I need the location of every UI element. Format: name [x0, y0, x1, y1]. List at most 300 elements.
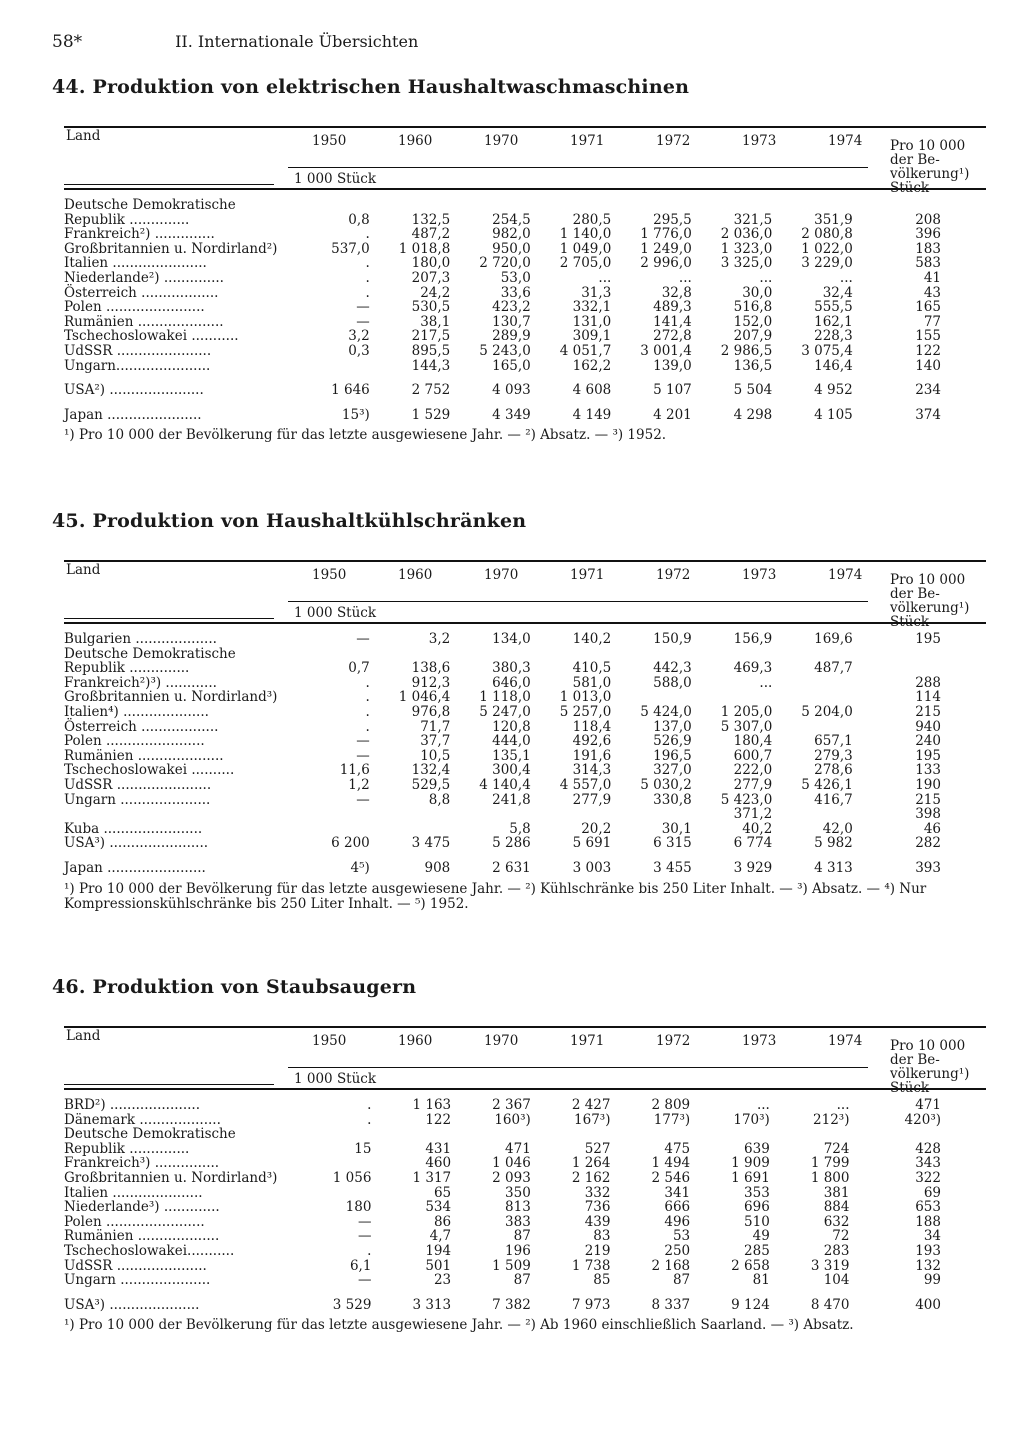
value-cell: 2 168 [651, 1257, 691, 1274]
value-cell: 381 [823, 1184, 850, 1201]
value-cell: 321,5 [733, 211, 773, 228]
column-header-year: 1960 [398, 133, 433, 149]
value-cell: 135,1 [492, 747, 531, 764]
value-cell [451, 1127, 531, 1142]
value-cell: 5 504 [733, 382, 773, 399]
value-cell: 6,1 [349, 1257, 372, 1274]
country-cell: Tschechoslowakei ........... [64, 328, 239, 345]
value-cell [292, 1127, 372, 1142]
table-row [64, 300, 987, 315]
table-row [64, 749, 987, 764]
value-cell: 4⁵) [350, 859, 370, 876]
column-header-year: 1971 [570, 567, 605, 583]
value-cell: — [356, 747, 370, 764]
value-cell: 37,7 [420, 733, 451, 750]
value-cell: 0,3 [348, 342, 370, 359]
value-cell: 439 [584, 1213, 611, 1230]
value-cell: 724 [823, 1140, 850, 1157]
value-cell: 160³) [494, 1111, 531, 1128]
per-capita-cell: 195 [915, 631, 941, 647]
value-cell: 283 [823, 1242, 850, 1259]
table-row [64, 1186, 987, 1201]
value-cell: 5 424,0 [640, 703, 692, 720]
country-cell: Republik .............. [64, 211, 190, 228]
value-cell: 501 [425, 1257, 452, 1274]
value-cell [291, 807, 369, 822]
value-cell: 219 [584, 1242, 611, 1259]
country-cell: Großbritannien u. Nordirland³) [64, 689, 278, 706]
value-cell: . [365, 255, 370, 272]
per-capita-cell: 41 [923, 269, 941, 286]
country-cell: Großbritannien u. Nordirland³) [64, 1169, 278, 1186]
value-cell: 309,1 [572, 328, 612, 345]
value-cell: 38,1 [420, 313, 451, 330]
value-cell: 87 [672, 1272, 691, 1289]
value-cell: 162,1 [814, 313, 853, 330]
value-cell: 134,0 [492, 631, 531, 647]
per-capita-cell: 43 [923, 284, 941, 301]
value-cell [370, 807, 451, 822]
value-cell: 736 [584, 1199, 611, 1216]
table-row [64, 1142, 987, 1157]
value-cell: . [365, 674, 370, 691]
value-cell: . [365, 269, 370, 286]
value-cell [692, 690, 773, 705]
value-cell: 5,8 [509, 820, 531, 837]
column-header-year: 1972 [656, 567, 691, 583]
table-row [64, 1273, 987, 1288]
value-cell: 487,2 [411, 226, 451, 243]
column-header-pro: der Be- [890, 152, 940, 168]
column-header-year: 1970 [484, 1033, 519, 1049]
value-cell: 1 264 [571, 1155, 611, 1172]
value-cell: 516,8 [733, 299, 773, 316]
table-row [64, 1156, 987, 1171]
per-capita-cell: 69 [923, 1184, 941, 1201]
country-cell: Österreich .................. [64, 284, 219, 301]
per-capita-cell: 234 [915, 382, 941, 399]
value-cell: 530,5 [411, 299, 451, 316]
country-cell: Polen ....................... [64, 299, 205, 316]
column-header-pro: Stück [890, 614, 930, 630]
value-cell: 6 315 [653, 835, 692, 852]
value-cell: 32,4 [822, 284, 853, 301]
column-header-year: 1950 [312, 133, 347, 149]
value-cell: 5 204,0 [801, 703, 853, 720]
table-row [64, 1113, 987, 1128]
value-cell: 444,0 [492, 733, 531, 750]
table-row [64, 227, 987, 242]
value-cell: 120,8 [492, 718, 531, 735]
value-cell: 469,3 [733, 660, 773, 677]
value-cell: 1 799 [810, 1155, 850, 1172]
country-cell: USA²) ...................... [64, 382, 204, 399]
value-cell [371, 1127, 451, 1142]
column-header-land: Land [66, 1028, 101, 1044]
value-cell: 471 [505, 1140, 531, 1157]
section-44 [52, 76, 987, 443]
value-cell: 118,4 [572, 718, 612, 735]
page-header [52, 32, 418, 52]
value-cell: 2 752 [411, 382, 451, 399]
value-cell: 884 [823, 1199, 850, 1216]
country-cell: Tschechoslowakei........... [64, 1242, 235, 1259]
column-header-year: 1970 [484, 567, 519, 583]
value-cell: 5 257,0 [559, 703, 612, 720]
value-cell: 150,9 [653, 631, 692, 647]
land-rule [64, 184, 274, 185]
value-cell: 207,9 [733, 328, 773, 345]
value-cell: 53,0 [500, 269, 531, 286]
value-cell: 278,6 [814, 762, 853, 779]
table-row [64, 213, 987, 228]
value-cell: 4 105 [814, 406, 853, 423]
table-row [64, 242, 987, 257]
per-capita-cell: 122 [915, 342, 941, 359]
country-cell: Italien⁴) .................... [64, 703, 209, 720]
country-cell: Polen ....................... [64, 1213, 205, 1230]
per-capita-cell: 583 [915, 255, 941, 272]
footnote: ¹) Pro 10 000 der Bevölkerung für das letzte ausgewiesene Jahr. — ²) Kühlschränke bis 250 Liter Inhalt. — ³) Absatz. — ⁴) Nur [64, 881, 927, 897]
per-capita-cell: 208 [915, 211, 941, 228]
value-cell: 332,1 [572, 299, 612, 316]
value-cell: 3 003 [572, 859, 612, 876]
value-cell: 5 243,0 [479, 342, 531, 359]
column-header-pro: Pro 10 000 [890, 1038, 966, 1054]
country-cell: UdSSR ...................... [64, 342, 212, 359]
value-cell: 295,5 [653, 211, 692, 228]
table-row [64, 359, 987, 374]
value-cell [370, 647, 451, 662]
value-cell: ... [598, 269, 612, 286]
value-cell [772, 720, 853, 735]
table-row [64, 836, 987, 851]
value-cell: . [367, 1097, 372, 1113]
value-cell: 196 [505, 1242, 531, 1259]
value-cell: 1 738 [571, 1257, 611, 1274]
value-cell: 2 080,8 [801, 226, 853, 243]
table-top-rule [64, 126, 986, 128]
per-capita-cell [853, 647, 987, 662]
value-cell: 228,3 [814, 328, 853, 345]
value-cell: 1 118,0 [479, 689, 531, 706]
value-cell: 976,8 [411, 703, 451, 720]
value-cell: 1 509 [492, 1257, 531, 1274]
column-header-year: 1974 [828, 133, 863, 149]
table-header-rule [64, 188, 986, 190]
column-header-year: 1960 [398, 567, 433, 583]
value-cell: 212³) [813, 1111, 850, 1128]
value-cell: ... [678, 269, 692, 286]
per-capita-cell: 240 [915, 733, 941, 750]
table-row [64, 778, 987, 793]
per-capita-cell: 420³) [904, 1111, 941, 1128]
value-cell: 152,0 [733, 313, 773, 330]
value-cell: 8,8 [428, 791, 451, 808]
value-cell: — [356, 631, 370, 647]
value-cell: 15 [354, 1140, 372, 1157]
value-cell: 314,3 [572, 762, 612, 779]
table-row [64, 1171, 987, 1186]
value-cell: 180,0 [411, 255, 451, 272]
value-cell: 20,2 [581, 820, 612, 837]
country-cell: Polen ....................... [64, 733, 205, 750]
column-header-year: 1973 [742, 133, 777, 149]
value-cell: 272,8 [653, 328, 692, 345]
footnote: ¹) Pro 10 000 der Bevölkerung für das letzte ausgewiesene Jahr. — ²) Absatz. — ³) 1952. [64, 427, 667, 443]
section-45 [52, 510, 987, 912]
table-row [64, 286, 987, 301]
value-cell: 912,3 [411, 674, 451, 691]
value-cell: 3 229,0 [801, 255, 853, 272]
footnote: ¹) Pro 10 000 der Bevölkerung für das letzte ausgewiesene Jahr. — ²) Ab 1960 einschließlich Saarland. — ³) Absatz. [64, 1317, 854, 1333]
value-cell: 1 323,0 [720, 240, 773, 257]
country-cell [64, 807, 291, 822]
value-cell: — [356, 313, 370, 330]
value-cell: — [356, 299, 370, 316]
value-cell: 162,2 [572, 357, 612, 374]
value-cell: 8 337 [651, 1296, 691, 1313]
value-cell: 289,9 [492, 328, 531, 345]
value-cell: 442,3 [653, 660, 692, 677]
value-cell: 33,6 [500, 284, 531, 301]
value-cell: 1 691 [731, 1169, 770, 1186]
value-cell: 279,3 [814, 747, 853, 764]
table-row [64, 383, 987, 398]
value-cell: 5 107 [653, 382, 692, 399]
value-cell: 350 [505, 1184, 531, 1201]
value-cell: 475 [664, 1140, 691, 1157]
value-cell: 5 030,2 [640, 776, 692, 793]
section-46 [52, 976, 987, 1333]
country-cell: Bulgarien ................... [64, 631, 217, 647]
value-cell: 86 [433, 1213, 452, 1230]
value-cell: 351,9 [814, 211, 853, 228]
value-cell: 4 201 [653, 406, 692, 423]
value-cell: 496 [664, 1213, 691, 1230]
value-cell: 431 [425, 1140, 452, 1157]
value-cell: . [365, 284, 370, 301]
per-capita-cell: 374 [915, 406, 941, 423]
value-cell: 72 [832, 1228, 850, 1245]
table-row [64, 861, 987, 876]
value-cell: 5 286 [492, 835, 531, 852]
country-cell: Deutsche Demokratische [64, 1126, 236, 1143]
per-capita-cell: 99 [923, 1272, 941, 1289]
value-cell: 4,7 [429, 1228, 452, 1245]
table-row [64, 198, 987, 213]
per-capita-cell: 114 [915, 689, 941, 706]
country-cell: Ungarn...................... [64, 357, 211, 374]
column-header-year: 1950 [312, 1033, 347, 1049]
land-rule [64, 618, 274, 619]
value-cell: 2 720,0 [479, 255, 531, 272]
value-cell [611, 647, 692, 662]
table-row [64, 676, 987, 691]
value-cell: 2 809 [651, 1097, 691, 1113]
table-row [64, 807, 987, 822]
unit-rule [288, 1067, 868, 1068]
country-cell: BRD²) ..................... [64, 1097, 200, 1113]
per-capita-cell: 215 [915, 791, 941, 808]
value-cell [770, 1127, 850, 1142]
value-cell: — [357, 1228, 372, 1245]
value-cell: 383 [505, 1213, 531, 1230]
value-cell: 4 349 [492, 406, 531, 423]
column-header-pro: der Be- [890, 1052, 940, 1068]
value-cell: 137,0 [653, 718, 692, 735]
value-cell: 4 313 [814, 859, 853, 876]
value-cell: 0,7 [348, 660, 370, 677]
table-row [64, 271, 987, 286]
value-cell: 4 140,4 [479, 776, 531, 793]
country-cell: USA³) ..................... [64, 1296, 200, 1313]
per-capita-cell [849, 1127, 987, 1142]
value-cell: 489,3 [653, 299, 692, 316]
value-cell: 31,3 [581, 284, 612, 301]
value-cell: 5 982 [814, 835, 853, 852]
per-capita-cell: 133 [915, 762, 941, 779]
per-capita-cell: 343 [915, 1155, 941, 1172]
unit-label: 1 000 Stück [294, 605, 377, 621]
value-cell: 657,1 [814, 733, 853, 750]
section-title: 44. Produktion von elektrischen Haushaltwaschmaschinen [52, 76, 690, 98]
table-row [64, 1215, 987, 1230]
value-cell: 139,0 [653, 357, 692, 374]
per-capita-cell: 155 [915, 328, 941, 345]
value-cell: 5 423,0 [720, 791, 773, 808]
per-capita-cell: 428 [915, 1140, 941, 1157]
value-cell [610, 1127, 690, 1142]
value-cell: 600,7 [733, 747, 773, 764]
value-cell: 167³) [574, 1111, 611, 1128]
value-cell [291, 198, 369, 213]
value-cell: 5 426,1 [801, 776, 853, 793]
value-cell: 3,2 [348, 328, 370, 345]
table-row [64, 344, 987, 359]
value-cell: ... [756, 1097, 770, 1113]
per-capita-cell: 193 [915, 1242, 941, 1259]
value-cell: 3 929 [733, 859, 773, 876]
value-cell [772, 647, 853, 662]
value-cell: 165,0 [492, 357, 531, 374]
value-cell [450, 198, 531, 213]
value-cell: 1 046 [492, 1155, 531, 1172]
value-cell: 895,5 [411, 342, 451, 359]
value-cell: . [365, 703, 370, 720]
table-row [64, 315, 987, 330]
value-cell: 1 022,0 [801, 240, 853, 257]
value-cell: 1 249,0 [640, 240, 692, 257]
column-header-pro: Pro 10 000 [890, 138, 966, 154]
value-cell [450, 647, 531, 662]
value-cell [450, 807, 531, 822]
value-cell: 250 [664, 1242, 691, 1259]
value-cell: 8 470 [810, 1296, 850, 1313]
per-capita-cell: 940 [915, 718, 941, 735]
value-cell: 140,2 [572, 631, 612, 647]
column-header-pro: Stück [890, 1080, 930, 1096]
table-top-rule [64, 1026, 986, 1028]
column-header-year: 1974 [828, 567, 863, 583]
section-title: 45. Produktion von Haushaltkühlschränken [52, 510, 527, 532]
column-header-pro: der Be- [890, 586, 940, 602]
value-cell: 460 [425, 1155, 452, 1172]
column-header-pro: Pro 10 000 [890, 572, 966, 588]
value-cell: 24,2 [420, 284, 451, 301]
value-cell: 4 608 [572, 382, 612, 399]
value-cell: ... [759, 674, 773, 691]
table-row [64, 763, 987, 778]
footnote: Kompressionskühlschränke bis 250 Liter Inhalt. — ⁵) 1952. [64, 896, 469, 912]
value-cell: 0,8 [348, 211, 370, 228]
value-cell: 950,0 [492, 240, 531, 257]
per-capita-cell: 288 [915, 674, 941, 691]
value-cell: 285 [744, 1242, 770, 1259]
value-cell: 1 049,0 [559, 240, 612, 257]
country-cell: Frankreich³) ............... [64, 1155, 220, 1172]
value-cell: 277,9 [572, 791, 612, 808]
value-cell: 30,0 [742, 284, 773, 301]
table-row [64, 690, 987, 705]
value-cell: 416,7 [814, 791, 853, 808]
value-cell: 65 [433, 1184, 452, 1201]
value-cell: 2 093 [492, 1169, 531, 1186]
table-row [64, 734, 987, 749]
value-cell: 813 [505, 1199, 531, 1216]
value-cell: 3 325,0 [720, 255, 773, 272]
column-header-pro: Stück [890, 180, 930, 196]
value-cell: — [357, 1213, 372, 1230]
country-cell: UdSSR ..................... [64, 1257, 207, 1274]
country-cell: Großbritannien u. Nordirland²) [64, 240, 278, 257]
value-cell: 180,4 [733, 733, 773, 750]
country-cell: Rumänien .................... [64, 313, 224, 330]
value-cell: 30,1 [661, 820, 692, 837]
value-cell [611, 807, 692, 822]
running-title: II. Internationale Übersichten [175, 32, 419, 51]
table-row [64, 1098, 987, 1113]
per-capita-cell: 215 [915, 703, 941, 720]
value-cell: 330,8 [653, 791, 692, 808]
per-capita-cell: 195 [915, 747, 941, 764]
value-cell: 3 313 [412, 1296, 452, 1313]
country-cell: Republik .............. [64, 1140, 190, 1157]
country-cell: Rumänien ................... [64, 1228, 220, 1245]
country-cell: Japan ....................... [64, 859, 206, 876]
value-cell: 555,5 [814, 299, 853, 316]
value-cell [531, 1127, 611, 1142]
unit-rule [288, 167, 868, 168]
country-cell: Italien ...................... [64, 255, 207, 272]
value-cell [370, 822, 451, 837]
column-header-year: 1970 [484, 133, 519, 149]
value-cell: 146,4 [814, 357, 853, 374]
value-cell: 332 [584, 1184, 611, 1201]
table-row [64, 822, 987, 837]
value-cell: 141,4 [653, 313, 692, 330]
value-cell: 130,7 [492, 313, 531, 330]
column-header-year: 1974 [828, 1033, 863, 1049]
country-cell: USA³) ....................... [64, 835, 209, 852]
value-cell: 85 [593, 1272, 611, 1289]
value-cell: 6 774 [733, 835, 773, 852]
value-cell: 40,2 [742, 820, 773, 837]
table-row [64, 329, 987, 344]
per-capita-cell: 190 [915, 776, 941, 793]
per-capita-cell: 396 [915, 226, 941, 243]
value-cell: 492,6 [572, 733, 612, 750]
